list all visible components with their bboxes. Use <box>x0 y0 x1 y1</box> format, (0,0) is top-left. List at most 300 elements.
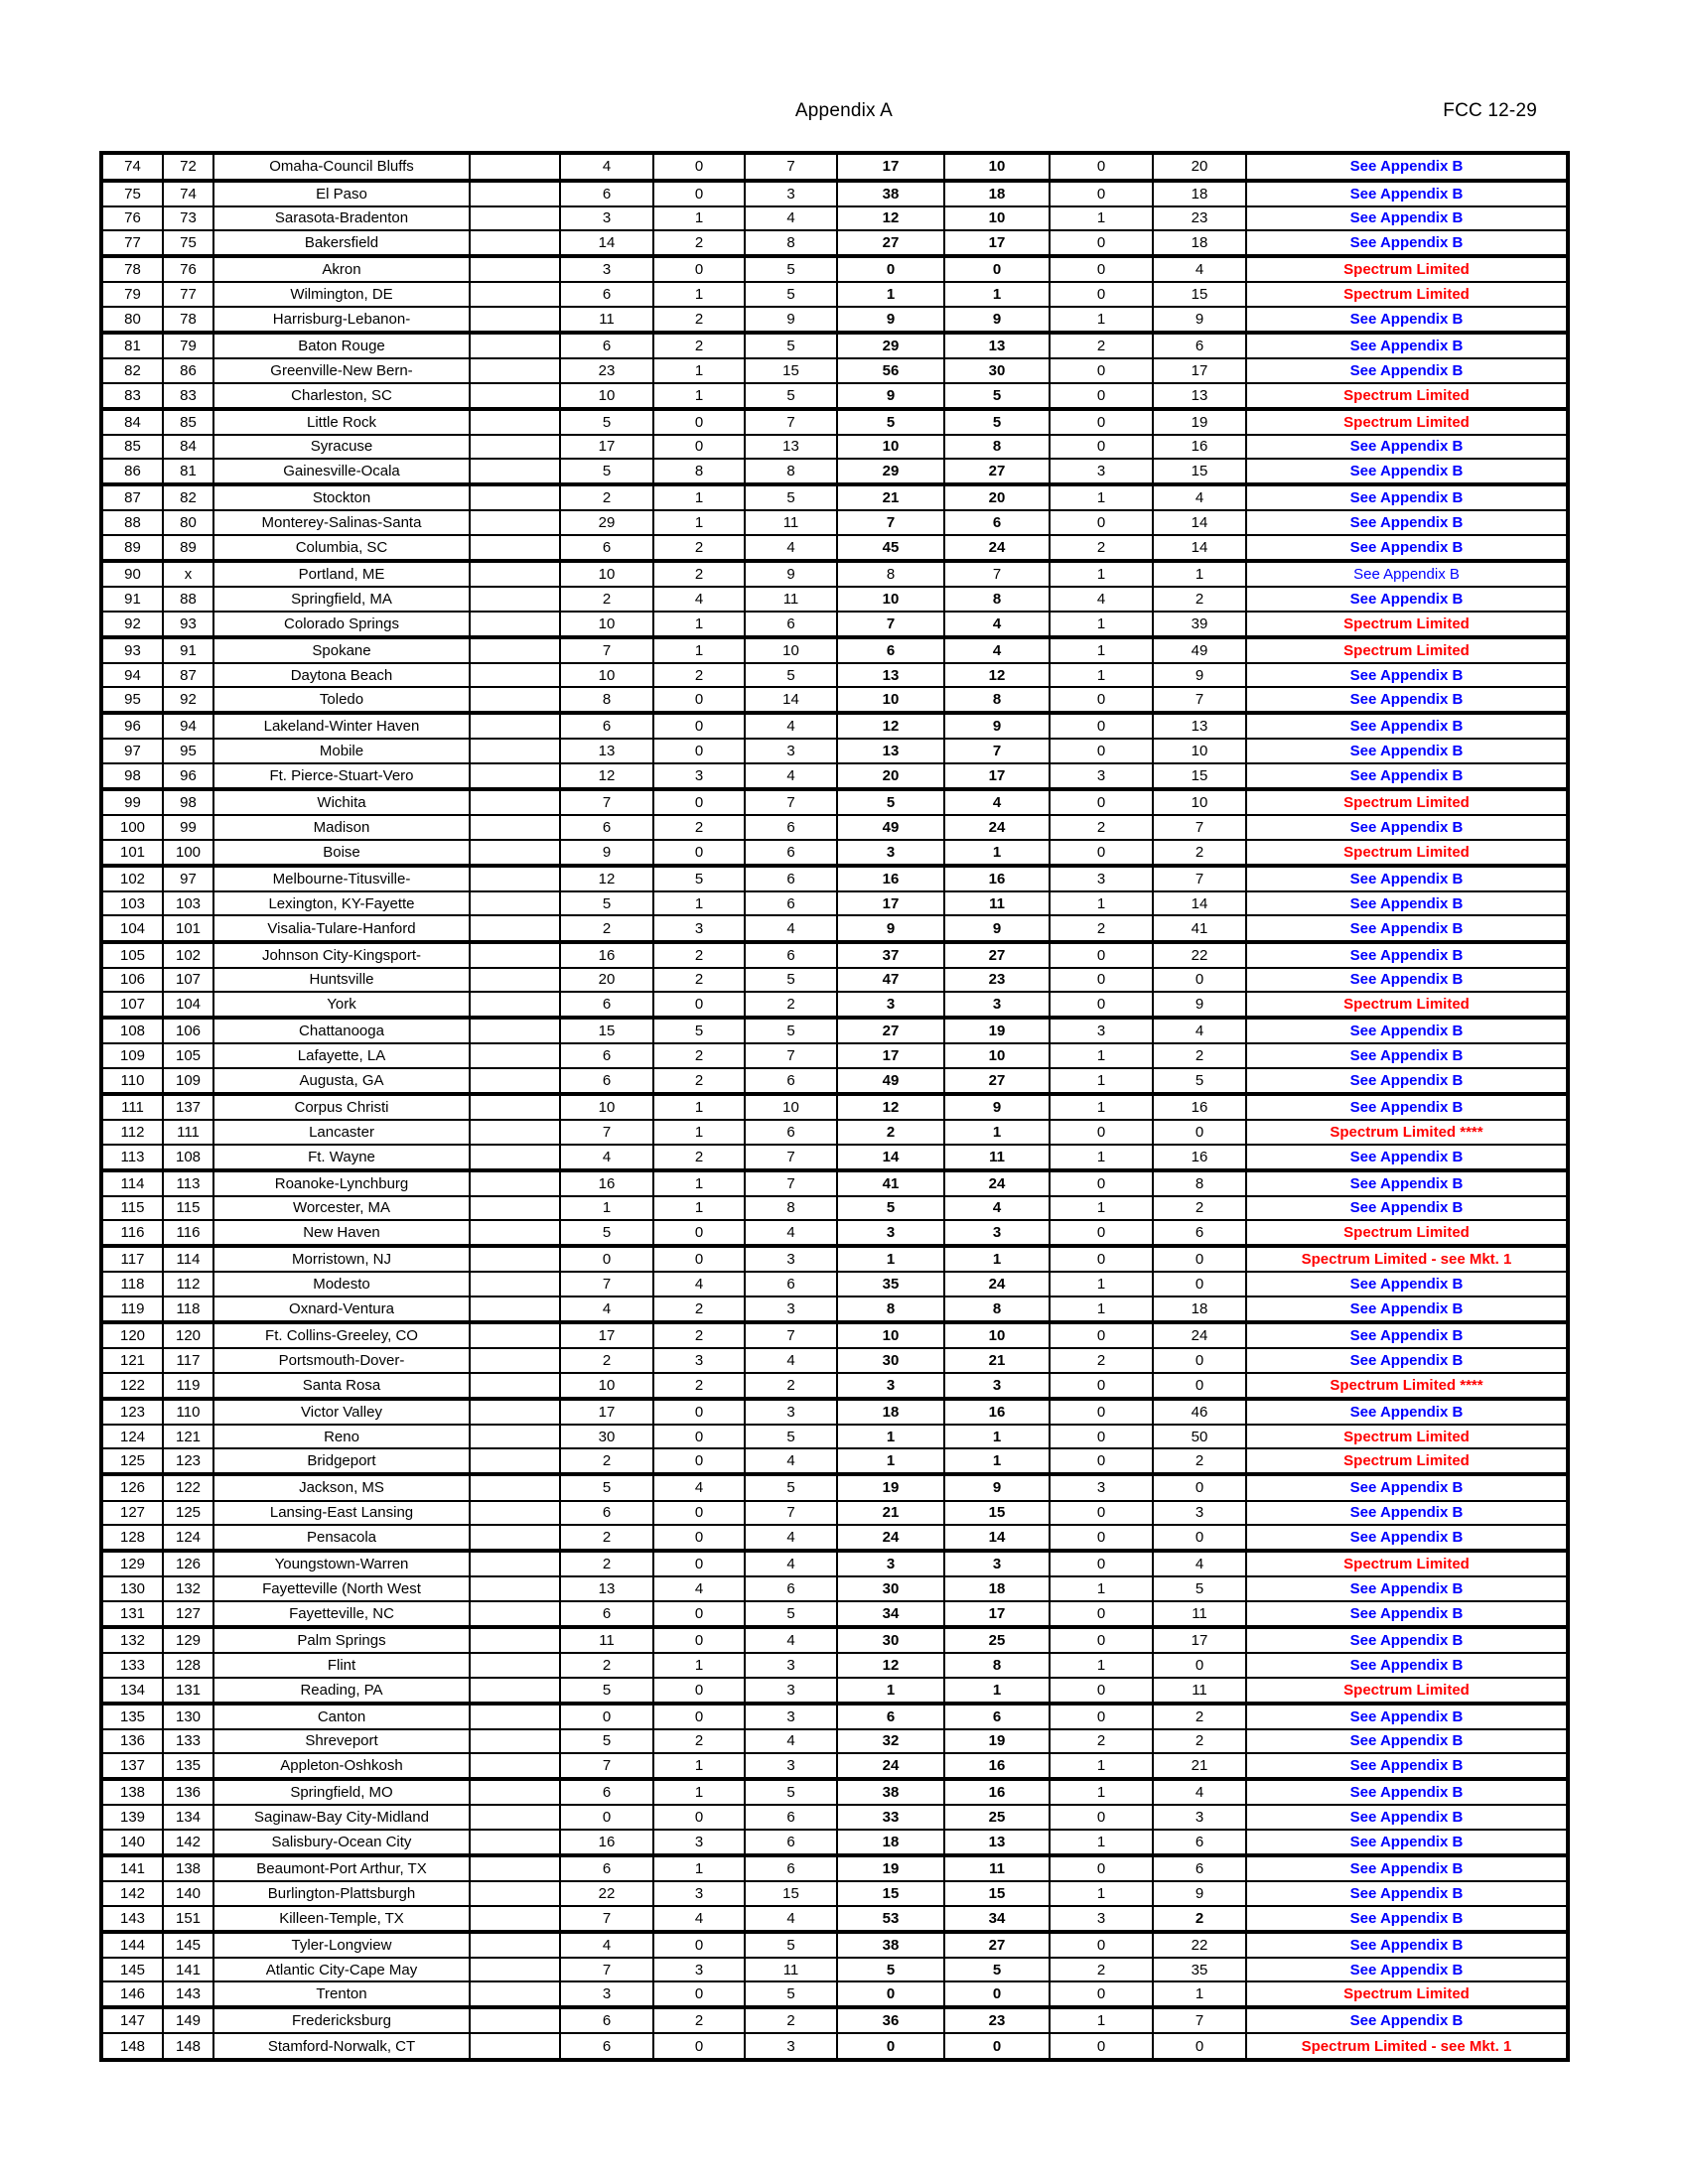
table-row <box>101 1474 1568 1500</box>
value-cell: 34 <box>837 1601 944 1627</box>
market-name-cell: Huntsville <box>213 968 470 993</box>
value-cell: 49 <box>837 1068 944 1094</box>
blank-cell <box>470 815 560 840</box>
status-cell: See Appendix B <box>1246 1145 1568 1170</box>
value-cell: 0 <box>837 1981 944 2007</box>
value-cell: 5 <box>560 459 653 484</box>
value-cell: 14 <box>1153 510 1246 535</box>
value-cell: 0 <box>653 181 745 206</box>
table-row <box>101 409 1568 435</box>
table-row <box>101 1855 1568 1881</box>
market-number-cell: 92 <box>101 612 163 637</box>
table-row <box>101 1830 1568 1855</box>
value-cell: 2 <box>1050 815 1153 840</box>
status-cell: Spectrum Limited <box>1246 256 1568 282</box>
market-rank-cell: 124 <box>163 1525 213 1551</box>
value-cell: 6 <box>560 992 653 1018</box>
value-cell: 2 <box>560 1348 653 1373</box>
value-cell: 1 <box>944 282 1050 307</box>
value-cell: 8 <box>944 687 1050 713</box>
value-cell: 5 <box>1153 1576 1246 1601</box>
value-cell: 37 <box>837 942 944 968</box>
market-name-cell: Stockton <box>213 484 470 510</box>
market-number-cell: 130 <box>101 1576 163 1601</box>
market-name-cell: Akron <box>213 256 470 282</box>
value-cell: 9 <box>837 915 944 941</box>
blank-cell <box>470 1704 560 1729</box>
value-cell: 8 <box>944 587 1050 612</box>
value-cell: 19 <box>944 1018 1050 1043</box>
value-cell: 4 <box>745 915 837 941</box>
value-cell: 0 <box>1050 1322 1153 1348</box>
value-cell: 9 <box>1153 307 1246 333</box>
value-cell: 56 <box>837 358 944 383</box>
market-number-cell: 143 <box>101 1906 163 1932</box>
market-rank-cell: 110 <box>163 1399 213 1425</box>
value-cell: 5 <box>560 1474 653 1500</box>
market-name-cell: Greenville-New Bern- <box>213 358 470 383</box>
value-cell: 38 <box>837 1779 944 1805</box>
value-cell: 3 <box>653 1881 745 1906</box>
value-cell: 10 <box>1153 739 1246 763</box>
value-cell: 18 <box>1153 230 1246 256</box>
value-cell: 3 <box>745 1399 837 1425</box>
market-number-cell: 108 <box>101 1018 163 1043</box>
blank-cell <box>470 206 560 231</box>
value-cell: 0 <box>1153 1474 1246 1500</box>
value-cell: 0 <box>1153 1348 1246 1373</box>
value-cell: 14 <box>1153 891 1246 916</box>
value-cell: 2 <box>653 561 745 587</box>
table-row <box>101 968 1568 993</box>
value-cell: 2 <box>1050 333 1153 358</box>
blank-cell <box>470 1145 560 1170</box>
value-cell: 2 <box>1153 1906 1246 1932</box>
value-cell: 16 <box>560 1830 653 1855</box>
market-number-cell: 80 <box>101 307 163 333</box>
value-cell: 6 <box>745 1576 837 1601</box>
appendix-a-table-container <box>99 151 1570 2062</box>
blank-cell <box>470 1981 560 2007</box>
value-cell: 2 <box>653 333 745 358</box>
status-cell: See Appendix B <box>1246 1272 1568 1297</box>
value-cell: 2 <box>1050 1958 1153 1982</box>
value-cell: 5 <box>560 891 653 916</box>
market-name-cell: Modesto <box>213 1272 470 1297</box>
market-name-cell: Visalia-Tulare-Hanford <box>213 915 470 941</box>
value-cell: 0 <box>653 1399 745 1425</box>
table-row <box>101 663 1568 688</box>
market-rank-cell: 134 <box>163 1805 213 1830</box>
value-cell: 3 <box>745 1753 837 1779</box>
value-cell: 4 <box>944 1196 1050 1221</box>
value-cell: 5 <box>1153 1068 1246 1094</box>
blank-cell <box>470 891 560 916</box>
value-cell: 6 <box>745 1120 837 1145</box>
value-cell: 6 <box>560 1501 653 1526</box>
status-cell: See Appendix B <box>1246 206 1568 231</box>
value-cell: 47 <box>837 968 944 993</box>
value-cell: 4 <box>560 1145 653 1170</box>
value-cell: 1 <box>944 1425 1050 1449</box>
market-number-cell: 95 <box>101 687 163 713</box>
value-cell: 6 <box>560 2007 653 2033</box>
market-name-cell: Roanoke-Lynchburg <box>213 1170 470 1196</box>
value-cell: 14 <box>837 1145 944 1170</box>
value-cell: 1 <box>1050 1830 1153 1855</box>
value-cell: 3 <box>745 1704 837 1729</box>
table-row <box>101 1958 1568 1982</box>
value-cell: 0 <box>1050 1678 1153 1704</box>
value-cell: 15 <box>745 358 837 383</box>
value-cell: 2 <box>745 2007 837 2033</box>
value-cell: 11 <box>944 891 1050 916</box>
value-cell: 0 <box>1050 713 1153 739</box>
value-cell: 6 <box>745 1068 837 1094</box>
market-rank-cell: 119 <box>163 1373 213 1399</box>
value-cell: 4 <box>745 1551 837 1576</box>
status-cell: Spectrum Limited <box>1246 1678 1568 1704</box>
value-cell: 15 <box>1153 763 1246 789</box>
value-cell: 0 <box>653 1932 745 1958</box>
value-cell: 27 <box>944 1932 1050 1958</box>
status-cell: See Appendix B <box>1246 1855 1568 1881</box>
value-cell: 2 <box>653 535 745 561</box>
value-cell: 18 <box>944 1576 1050 1601</box>
blank-cell <box>470 1855 560 1881</box>
value-cell: 0 <box>653 409 745 435</box>
market-number-cell: 137 <box>101 1753 163 1779</box>
value-cell: 2 <box>653 1297 745 1322</box>
market-rank-cell: 125 <box>163 1501 213 1526</box>
value-cell: 4 <box>560 153 653 181</box>
value-cell: 13 <box>1153 383 1246 409</box>
status-cell: See Appendix B <box>1246 1932 1568 1958</box>
value-cell: 10 <box>745 1094 837 1120</box>
blank-cell <box>470 1297 560 1322</box>
value-cell: 9 <box>944 307 1050 333</box>
value-cell: 0 <box>1050 789 1153 815</box>
market-name-cell: Harrisburg-Lebanon- <box>213 307 470 333</box>
value-cell: 5 <box>653 866 745 891</box>
market-rank-cell: 97 <box>163 866 213 891</box>
table-row <box>101 1704 1568 1729</box>
table-row <box>101 1805 1568 1830</box>
value-cell: 5 <box>745 256 837 282</box>
value-cell: 2 <box>653 663 745 688</box>
blank-cell <box>470 1196 560 1221</box>
blank-cell <box>470 484 560 510</box>
market-number-cell: 112 <box>101 1120 163 1145</box>
market-rank-cell: 107 <box>163 968 213 993</box>
value-cell: 1 <box>1050 612 1153 637</box>
market-name-cell: Springfield, MA <box>213 587 470 612</box>
value-cell: 1 <box>1050 2007 1153 2033</box>
value-cell: 0 <box>653 435 745 460</box>
value-cell: 5 <box>745 484 837 510</box>
status-cell: See Appendix B <box>1246 1576 1568 1601</box>
value-cell: 0 <box>653 739 745 763</box>
market-number-cell: 90 <box>101 561 163 587</box>
value-cell: 0 <box>653 1627 745 1653</box>
status-cell: See Appendix B <box>1246 1348 1568 1373</box>
value-cell: 3 <box>837 1373 944 1399</box>
blank-cell <box>470 1220 560 1246</box>
value-cell: 7 <box>745 1145 837 1170</box>
value-cell: 3 <box>944 1551 1050 1576</box>
status-cell: Spectrum Limited <box>1246 992 1568 1018</box>
market-name-cell: Little Rock <box>213 409 470 435</box>
value-cell: 1 <box>837 1425 944 1449</box>
value-cell: 17 <box>560 1399 653 1425</box>
value-cell: 23 <box>1153 206 1246 231</box>
market-number-cell: 128 <box>101 1525 163 1551</box>
market-name-cell: El Paso <box>213 181 470 206</box>
status-cell: See Appendix B <box>1246 1753 1568 1779</box>
value-cell: 6 <box>944 1704 1050 1729</box>
value-cell: 0 <box>653 1551 745 1576</box>
value-cell: 10 <box>944 206 1050 231</box>
value-cell: 0 <box>653 992 745 1018</box>
value-cell: 7 <box>944 739 1050 763</box>
status-cell: See Appendix B <box>1246 713 1568 739</box>
value-cell: 5 <box>745 663 837 688</box>
market-name-cell: Charleston, SC <box>213 383 470 409</box>
blank-cell <box>470 1932 560 1958</box>
market-number-cell: 99 <box>101 789 163 815</box>
market-rank-cell: 80 <box>163 510 213 535</box>
market-rank-cell: 136 <box>163 1779 213 1805</box>
value-cell: 3 <box>944 992 1050 1018</box>
value-cell: 7 <box>745 409 837 435</box>
market-name-cell: Canton <box>213 1704 470 1729</box>
value-cell: 0 <box>1050 739 1153 763</box>
status-cell: Spectrum Limited **** <box>1246 1120 1568 1145</box>
value-cell: 1 <box>653 206 745 231</box>
market-number-cell: 106 <box>101 968 163 993</box>
blank-cell <box>470 1805 560 1830</box>
market-name-cell: Madison <box>213 815 470 840</box>
market-rank-cell: 135 <box>163 1753 213 1779</box>
value-cell: 1 <box>837 1448 944 1474</box>
value-cell: 10 <box>560 1373 653 1399</box>
value-cell: 0 <box>653 713 745 739</box>
value-cell: 30 <box>944 358 1050 383</box>
market-name-cell: Ft. Wayne <box>213 1145 470 1170</box>
value-cell: 2 <box>653 1068 745 1094</box>
value-cell: 16 <box>560 942 653 968</box>
table-row <box>101 333 1568 358</box>
blank-cell <box>470 1068 560 1094</box>
value-cell: 0 <box>1050 2033 1153 2060</box>
blank-cell <box>470 1601 560 1627</box>
market-number-cell: 89 <box>101 535 163 561</box>
table-row <box>101 1627 1568 1653</box>
value-cell: 4 <box>745 1348 837 1373</box>
market-number-cell: 131 <box>101 1601 163 1627</box>
market-number-cell: 102 <box>101 866 163 891</box>
value-cell: 1 <box>1050 484 1153 510</box>
value-cell: 0 <box>1050 1525 1153 1551</box>
value-cell: 1 <box>653 510 745 535</box>
value-cell: 9 <box>944 915 1050 941</box>
market-number-cell: 109 <box>101 1043 163 1068</box>
market-rank-cell: 130 <box>163 1704 213 1729</box>
value-cell: 0 <box>1153 1246 1246 1272</box>
value-cell: 0 <box>1050 1551 1153 1576</box>
table-row <box>101 1576 1568 1601</box>
value-cell: 5 <box>745 1981 837 2007</box>
table-row <box>101 1196 1568 1221</box>
market-rank-cell: 117 <box>163 1348 213 1373</box>
value-cell: 0 <box>1153 1272 1246 1297</box>
market-number-cell: 135 <box>101 1704 163 1729</box>
value-cell: 1 <box>837 1678 944 1704</box>
value-cell: 2 <box>560 1448 653 1474</box>
market-rank-cell: 102 <box>163 942 213 968</box>
blank-cell <box>470 992 560 1018</box>
value-cell: 3 <box>944 1220 1050 1246</box>
value-cell: 7 <box>745 789 837 815</box>
value-cell: 3 <box>653 1830 745 1855</box>
value-cell: 2 <box>653 1145 745 1170</box>
blank-cell <box>470 1627 560 1653</box>
table-row <box>101 1525 1568 1551</box>
value-cell: 3 <box>837 840 944 866</box>
market-number-cell: 100 <box>101 815 163 840</box>
value-cell: 2 <box>1153 1729 1246 1754</box>
value-cell: 0 <box>653 1220 745 1246</box>
status-cell: See Appendix B <box>1246 687 1568 713</box>
market-rank-cell: 82 <box>163 484 213 510</box>
status-cell: See Appendix B <box>1246 1474 1568 1500</box>
market-number-cell: 82 <box>101 358 163 383</box>
value-cell: 0 <box>1050 282 1153 307</box>
value-cell: 0 <box>1050 942 1153 968</box>
value-cell: 1 <box>944 1120 1050 1145</box>
market-rank-cell: 75 <box>163 230 213 256</box>
value-cell: 12 <box>560 763 653 789</box>
value-cell: 4 <box>653 587 745 612</box>
market-rank-cell: 111 <box>163 1120 213 1145</box>
value-cell: 5 <box>560 409 653 435</box>
status-cell: See Appendix B <box>1246 942 1568 968</box>
value-cell: 12 <box>560 866 653 891</box>
value-cell: 3 <box>837 1220 944 1246</box>
status-cell: Spectrum Limited <box>1246 1425 1568 1449</box>
value-cell: 0 <box>653 789 745 815</box>
table-row <box>101 1881 1568 1906</box>
table-row <box>101 915 1568 941</box>
market-name-cell: Stamford-Norwalk, CT <box>213 2033 470 2060</box>
value-cell: 9 <box>944 1474 1050 1500</box>
market-number-cell: 124 <box>101 1425 163 1449</box>
value-cell: 49 <box>837 815 944 840</box>
value-cell: 6 <box>560 181 653 206</box>
value-cell: 2 <box>560 1653 653 1678</box>
value-cell: 7 <box>837 612 944 637</box>
market-rank-cell: 88 <box>163 587 213 612</box>
status-cell: See Appendix B <box>1246 1399 1568 1425</box>
market-rank-cell: 78 <box>163 307 213 333</box>
markets-table <box>99 151 1570 2062</box>
value-cell: 0 <box>1153 1373 1246 1399</box>
value-cell: 5 <box>837 789 944 815</box>
blank-cell <box>470 307 560 333</box>
value-cell: 13 <box>560 739 653 763</box>
table-row <box>101 1145 1568 1170</box>
value-cell: 0 <box>1050 358 1153 383</box>
blank-cell <box>470 510 560 535</box>
market-number-cell: 98 <box>101 763 163 789</box>
value-cell: 20 <box>944 484 1050 510</box>
table-row <box>101 637 1568 663</box>
value-cell: 1 <box>560 1196 653 1221</box>
value-cell: 2 <box>653 1373 745 1399</box>
value-cell: 19 <box>837 1474 944 1500</box>
value-cell: 15 <box>944 1881 1050 1906</box>
page-title: Appendix A <box>794 100 894 121</box>
value-cell: 2 <box>653 307 745 333</box>
value-cell: 11 <box>745 510 837 535</box>
value-cell: 5 <box>560 1220 653 1246</box>
market-name-cell: Fayetteville, NC <box>213 1601 470 1627</box>
status-cell: See Appendix B <box>1246 968 1568 993</box>
value-cell: 46 <box>1153 1399 1246 1425</box>
value-cell: 8 <box>560 687 653 713</box>
market-rank-cell: 83 <box>163 383 213 409</box>
value-cell: 3 <box>560 256 653 282</box>
market-rank-cell: 127 <box>163 1601 213 1627</box>
value-cell: 9 <box>837 307 944 333</box>
value-cell: 1 <box>653 282 745 307</box>
market-rank-cell: 115 <box>163 1196 213 1221</box>
blank-cell <box>470 663 560 688</box>
value-cell: 1 <box>1050 1881 1153 1906</box>
value-cell: 25 <box>944 1627 1050 1653</box>
value-cell: 4 <box>745 1448 837 1474</box>
blank-cell <box>470 612 560 637</box>
value-cell: 0 <box>944 2033 1050 2060</box>
market-rank-cell: 128 <box>163 1653 213 1678</box>
value-cell: 0 <box>1050 840 1153 866</box>
value-cell: 2 <box>1050 1729 1153 1754</box>
market-number-cell: 114 <box>101 1170 163 1196</box>
value-cell: 5 <box>944 409 1050 435</box>
blank-cell <box>470 1729 560 1754</box>
value-cell: 10 <box>944 1043 1050 1068</box>
status-cell: See Appendix B <box>1246 891 1568 916</box>
status-cell: Spectrum Limited <box>1246 383 1568 409</box>
table-row <box>101 1170 1568 1196</box>
value-cell: 21 <box>837 484 944 510</box>
value-cell: 11 <box>944 1145 1050 1170</box>
value-cell: 0 <box>944 1981 1050 2007</box>
market-rank-cell: 151 <box>163 1906 213 1932</box>
market-number-cell: 123 <box>101 1399 163 1425</box>
blank-cell <box>470 1830 560 1855</box>
market-name-cell: Palm Springs <box>213 1627 470 1653</box>
value-cell: 13 <box>837 663 944 688</box>
value-cell: 6 <box>560 713 653 739</box>
document-number: FCC 12-29 <box>1443 100 1537 121</box>
value-cell: 15 <box>1153 282 1246 307</box>
blank-cell <box>470 1906 560 1932</box>
market-number-cell: 78 <box>101 256 163 282</box>
market-name-cell: Morristown, NJ <box>213 1246 470 1272</box>
value-cell: 10 <box>560 383 653 409</box>
value-cell: 0 <box>1050 968 1153 993</box>
